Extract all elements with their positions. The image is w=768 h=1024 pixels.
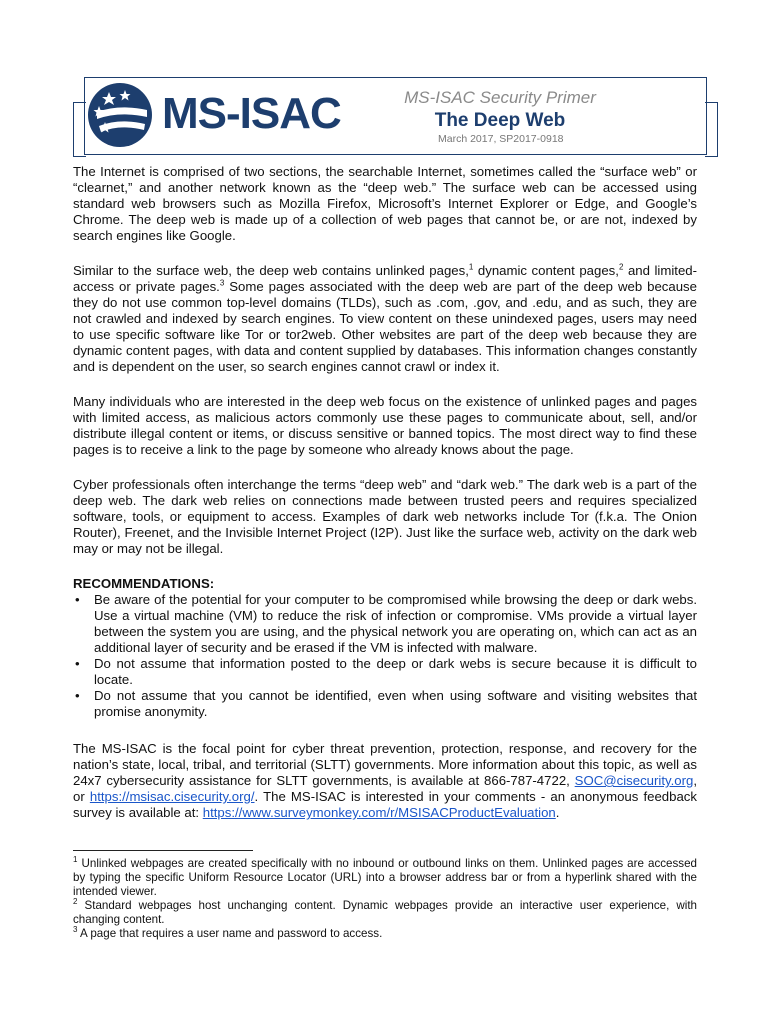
footnote-ref-2[interactable]: 2	[618, 262, 624, 272]
footnote-text: Unlinked webpages are created specifically with no inbound or outbound links on them. Unlinked pages are accessed by typing the specific Uniform Resource Locator (URL) into a browser address bar or from a hyperlink shared with the intended viewer.	[73, 857, 697, 898]
p2-text-a: Similar to the surface web, the deep web contains unlinked pages,	[73, 263, 469, 278]
footnote-text: Standard webpages host unchanging content. Dynamic webpages provide an interactive user experience, with changing content.	[73, 899, 697, 926]
footnotes	[73, 857, 697, 941]
list-item: • Do not assume that you cannot be identified, even when using software and visiting websites that promise anonymity.	[73, 688, 697, 720]
p5-text-b: , or	[73, 773, 697, 804]
p5-text-d: .	[555, 805, 560, 820]
page-title: The Deep Web	[434, 110, 566, 131]
recommendations-heading: RECOMMENDATIONS:	[73, 576, 215, 591]
footnote-divider	[73, 850, 253, 851]
footnote-num: 2	[73, 897, 78, 907]
footnote-num: 3	[73, 925, 78, 935]
footnote-ref-1[interactable]: 1	[468, 262, 474, 272]
p5-text-c: . The MS-ISAC is interested in your comments - an anonymous feedback survey is available at:	[73, 789, 697, 820]
primer-label: MS-ISAC Security Primer	[404, 88, 596, 107]
survey-link[interactable]: https://www.surveymonkey.com/r/MSISACProductEvaluation	[202, 805, 556, 820]
header-banner	[84, 77, 707, 155]
paragraph-deep-web	[73, 263, 697, 375]
footnote-num: 1	[73, 855, 78, 865]
brand-wordmark: MS-ISAC	[162, 89, 341, 138]
footnote-ref-3[interactable]: 3	[219, 278, 225, 288]
paragraph-dark-web: Cyber professionals often interchange the terms “deep web” and “dark web.” The dark web is a part of the deep web. The dark web relies on connections made between trusted peers and requires specialized software, tools, or equipment to access. Examples of dark web networks include Tor (f.k.a. The Onion Router), Freenet, and the Invisible Internet Project (I2P). Just like the surface web, activity on the dark web may or may not be illegal.	[73, 477, 697, 556]
paragraph-intro: The Internet is comprised of two sections, the searchable Internet, sometimes called the “surface web” or “clearnet,” and another network known as the “deep web.” The surface web can be accessed using standard web browsers such as Mozilla Firefox, Microsoft’s Internet Explorer or Edge, and Google’s Chrome. The deep web is made up of a collection of web pages that cannot be, or are not, indexed by search engines like Google.	[73, 164, 697, 243]
p2-text-d: Some pages associated with the deep web are part of the deep web because they do not use common top-level domains (TLDs), such as .com, .gov, and .edu, and as such, they are not crawled and indexed by search engines. To view content on these unindexed pages, users may need to use specific software like Tor or tor2web. Other websites are part of the deep web because they are dynamic content pages, with data and content supplied by databases. This information changes constantly and is dependent on the user, so search engines cannot crawl or index it.	[73, 279, 697, 374]
p5-text-a: The MS-ISAC is the focal point for cyber threat prevention, protection, response, and recovery for the nation’s state, local, tribal, and territorial (SLTT) governments. More information about this topic, as well as 24x7 cybersecurity assistance for SLTT governments, is available at 866-787-4722,	[73, 741, 697, 788]
paragraph-contact	[73, 741, 697, 821]
paragraph-malicious-actors: Many individuals who are interested in the deep web focus on the existence of unlinked pages and pages with limited access, as malicious actors commonly use these pages to communicate about, sell, and/or distribute illegal content or items, or discuss sensitive or banned topics. The most direct way to find these pages is to receive a link to the page by someone who already knows about the page.	[73, 394, 697, 457]
msisac-site-link[interactable]: https://msisac.cisecurity.org/	[89, 789, 255, 804]
ms-isac-logo-icon	[87, 82, 153, 148]
p2-text-c: and limited-access or private pages.	[73, 263, 697, 294]
footnote-2	[73, 899, 697, 927]
document-meta	[380, 88, 620, 145]
footnote-1	[73, 857, 697, 899]
publication-date: March 2017, SP2017-0918	[438, 133, 564, 145]
recommendations-list	[73, 592, 697, 720]
list-item: • Be aware of the potential for your computer to be compromised while browsing the deep or dark webs. Use a virtual machine (VM) to reduce the risk of infection or compromise. VMs provide a virtual layer between the system you are using, and the physical network you are operating on, which can act as an additional layer of security and be erased if the VM is infected with malware.	[73, 592, 697, 656]
soc-email-link[interactable]: SOC@cisecurity.org	[574, 773, 694, 788]
footnote-text: A page that requires a user name and password to access.	[77, 927, 383, 940]
footnote-3	[73, 927, 697, 941]
document-body	[73, 164, 697, 821]
p2-text-b: dynamic content pages,	[473, 263, 619, 278]
list-item: • Do not assume that information posted to the deep or dark webs is secure because it is difficult to locate.	[73, 656, 697, 688]
